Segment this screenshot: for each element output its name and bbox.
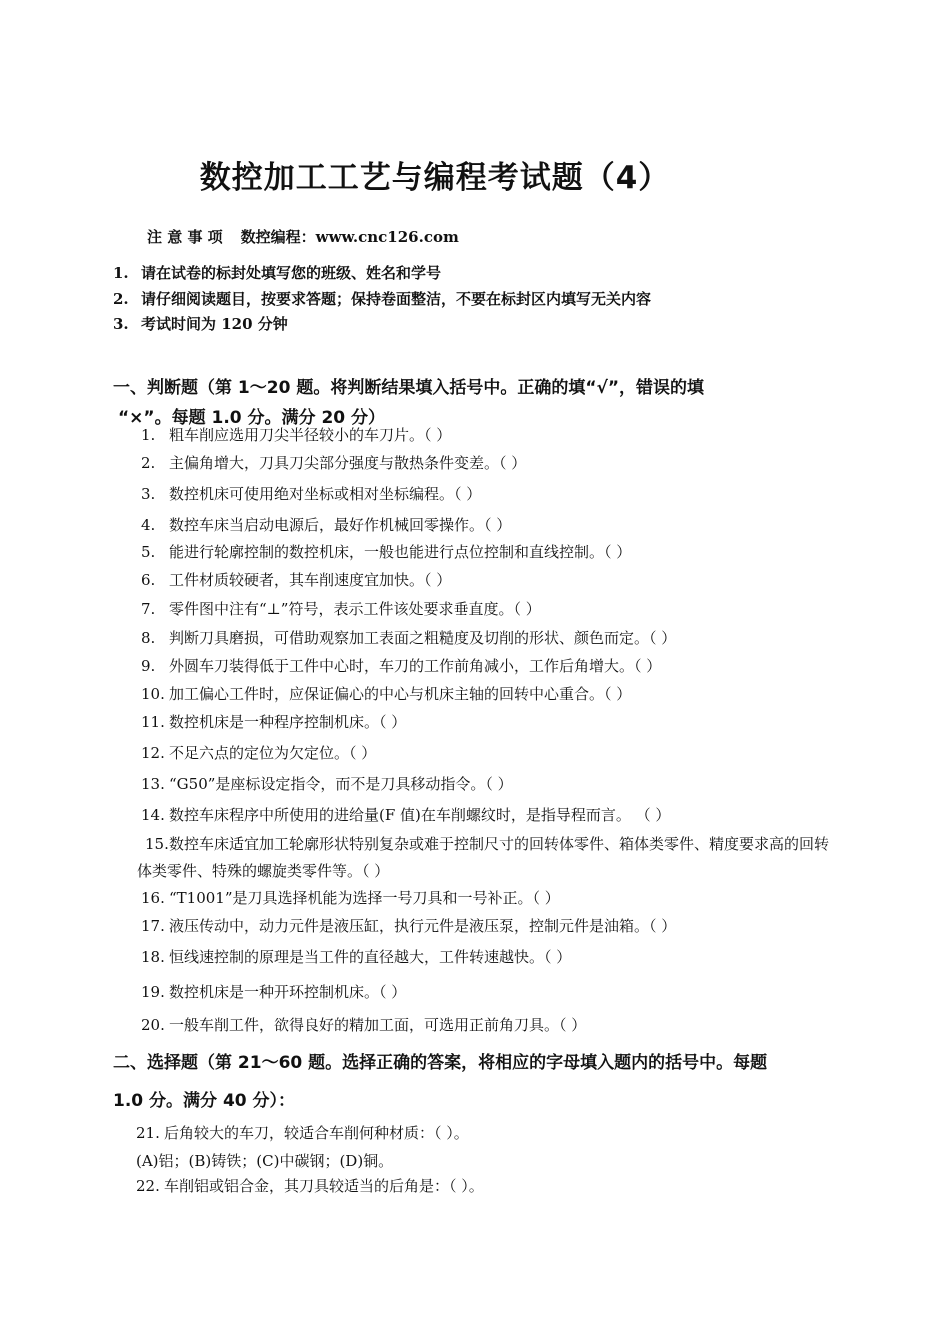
mc-question-21: 21. 后角较大的车刀，较适合车削何种材质：（ ）。 bbox=[136, 1124, 469, 1142]
notice-line bbox=[147, 226, 459, 247]
tf-question-1: 1. 粗车削应选用刀尖半径较小的车刀片。（ ） bbox=[141, 426, 452, 444]
tf-question-10: 10. 加工偏心工件时，应保证偏心的中心与机床主轴的回转中心重合。（ ） bbox=[141, 685, 632, 703]
mc-question-21-options: (A)铝；(B)铸铁；(C)中碳钢；(D)铜。 bbox=[136, 1152, 394, 1170]
tf-question-20: 20. 一般车削工件，欲得良好的精加工面，可选用正前角刀具。（ ） bbox=[141, 1016, 587, 1034]
rule-2: 2. 请仔细阅读题目，按要求答题；保持卷面整洁，不要在标封区内填写无关内容 bbox=[113, 290, 652, 308]
tf-question-4: 4. 数控车床当启动电源后，最好作机械回零操作。（ ） bbox=[141, 516, 512, 534]
mc-question-22: 22. 车削铝或铝合金，其刀具较适当的后角是：（ ）。 bbox=[136, 1177, 484, 1195]
section-1-heading-line2: “×”。每题 1.0 分。满分 20 分） bbox=[118, 408, 386, 428]
tf-question-18: 18. 恒线速控制的原理是当工件的直径越大，工件转速越快。（ ） bbox=[141, 948, 572, 966]
tf-question-11: 11. 数控机床是一种程序控制机床。（ ） bbox=[141, 713, 407, 731]
tf-question-9: 9. 外圆车刀装得低于工件中心时，车刀的工作前角减小，工作后角增大。（ ） bbox=[141, 657, 662, 675]
tf-question-17: 17. 液压传动中，动力元件是液压缸，执行元件是液压泵，控制元件是油箱。（ ） bbox=[141, 917, 677, 935]
tf-question-6: 6. 工件材质较硬者，其车削速度宜加快。（ ） bbox=[141, 571, 452, 589]
rule-1: 1. 请在试卷的标封处填写您的班级、姓名和学号 bbox=[113, 264, 442, 282]
tf-question-8: 8. 判断刀具磨损，可借助观察加工表面之粗糙度及切削的形状、颜色而定。（ ） bbox=[141, 629, 677, 647]
tf-question-7: 7. 零件图中注有“⊥”符号，表示工件该处要求垂直度。（ ） bbox=[141, 600, 541, 618]
rule-3: 3. 考试时间为 120 分钟 bbox=[113, 315, 288, 333]
tf-question-19: 19. 数控机床是一种开环控制机床。（ ） bbox=[141, 983, 407, 1001]
page-title: 数控加工工艺与编程考试题（4） bbox=[199, 160, 671, 196]
notice-label: 注 意 事 项 bbox=[147, 228, 223, 246]
section-2-heading-line1: 二、选择题（第 21～60 题。选择正确的答案，将相应的字母填入题内的括号中。每题 bbox=[113, 1053, 768, 1073]
tf-question-13: 13. “G50”是座标设定指令，而不是刀具移动指令。（ ） bbox=[141, 775, 513, 793]
tf-question-2: 2. 主偏角增大，刀具刀尖部分强度与散热条件变差。（ ） bbox=[141, 454, 527, 472]
tf-question-12: 12. 不足六点的定位为欠定位。（ ） bbox=[141, 744, 377, 762]
tf-question-3: 3. 数控机床可使用绝对坐标或相对坐标编程。（ ） bbox=[141, 485, 482, 503]
section-1-heading-line1: 一、判断题（第 1～20 题。将判断结果填入括号中。正确的填“√”，错误的填 bbox=[113, 378, 705, 398]
tf-question-5: 5. 能进行轮廓控制的数控机床，一般也能进行点位控制和直线控制。（ ） bbox=[141, 543, 632, 561]
tf-question-15: 15.数控车床适宜加工轮廓形状特别复杂或难于控制尺寸的回转体零件、箱体类零件、精度要求高的回转体类零件、特殊的螺旋类零件等。（ ） bbox=[137, 835, 830, 880]
section-2-heading-line2: 1.0 分。满分 40 分）： bbox=[113, 1091, 296, 1111]
tf-question-14: 14. 数控车床程序中所使用的进给量(F 值)在车削螺纹时，是指导程而言。 （ ） bbox=[141, 806, 671, 824]
website-text: 数控编程：www.cnc126.com bbox=[240, 228, 459, 246]
tf-question-16: 16. “T1001”是刀具选择机能为选择一号刀具和一号补正。（ ） bbox=[141, 889, 560, 907]
